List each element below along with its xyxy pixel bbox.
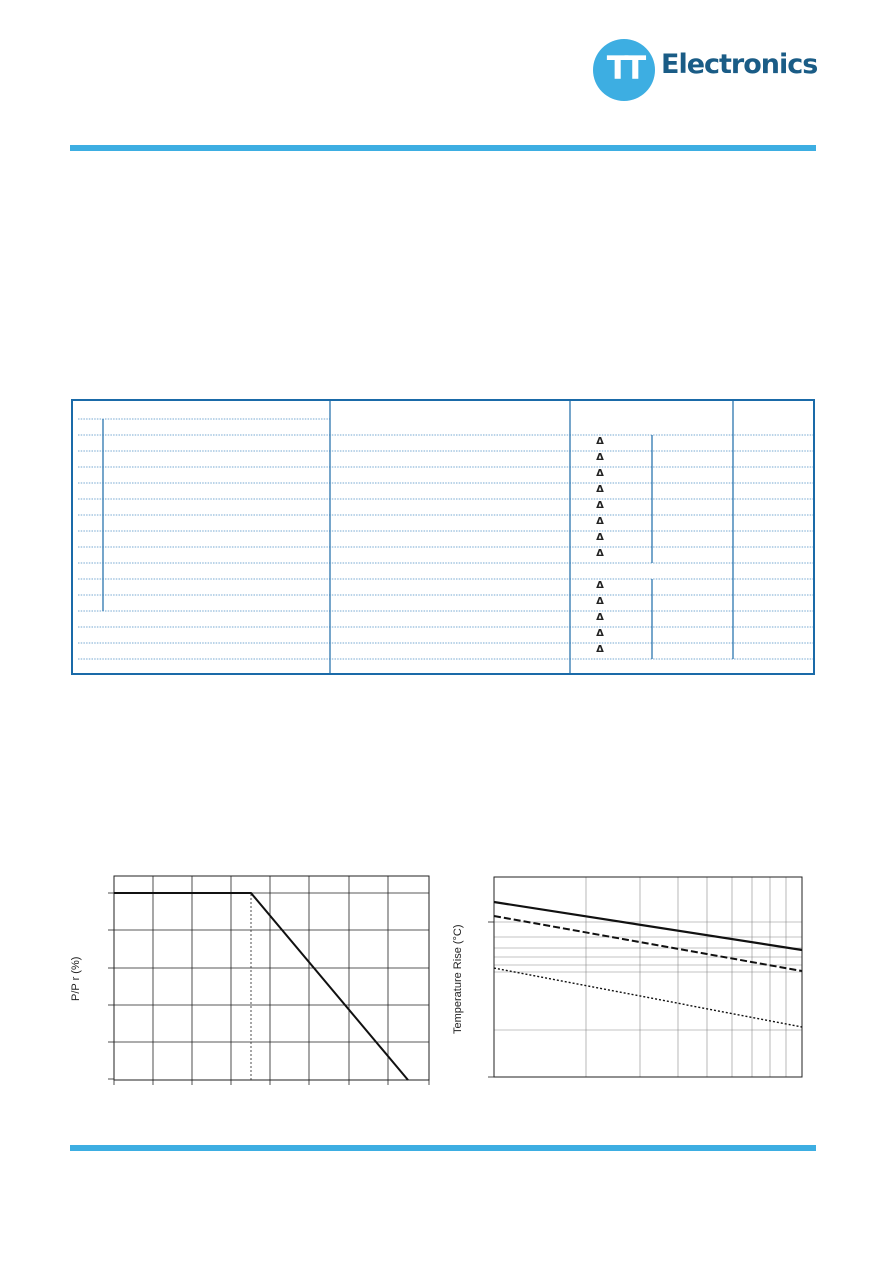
delta-symbol: Δ: [596, 644, 604, 655]
logo-wordmark: Electronics: [661, 49, 818, 80]
delta-symbol: Δ: [596, 516, 604, 527]
logo-mark: TT: [606, 49, 642, 87]
delta-symbol: Δ: [596, 532, 604, 543]
delta-symbol: Δ: [596, 468, 604, 479]
delta-symbol: Δ: [596, 596, 604, 607]
dotted-curve: [494, 968, 802, 1027]
delta-symbol: Δ: [596, 612, 604, 623]
delta-symbol: Δ: [596, 436, 604, 447]
derating-graph: [100, 870, 435, 1085]
derating-ylabel: P/P r (%): [70, 956, 82, 1001]
specification-table: [71, 399, 815, 675]
delta-symbol: Δ: [596, 580, 604, 591]
footer-rule: [70, 1145, 816, 1151]
tt-electronics-logo: [593, 39, 818, 101]
temperature-ylabel: Temperature Rise (°C): [452, 924, 464, 1034]
header-rule: [70, 145, 816, 151]
table-grid: [73, 401, 813, 673]
delta-symbol: Δ: [596, 500, 604, 511]
temperature-rise-graph: [488, 872, 808, 1082]
delta-symbol: Δ: [596, 628, 604, 639]
derating-curve: [114, 893, 408, 1080]
delta-symbol: Δ: [596, 452, 604, 463]
delta-symbol: Δ: [596, 484, 604, 495]
delta-symbol: Δ: [596, 548, 604, 559]
